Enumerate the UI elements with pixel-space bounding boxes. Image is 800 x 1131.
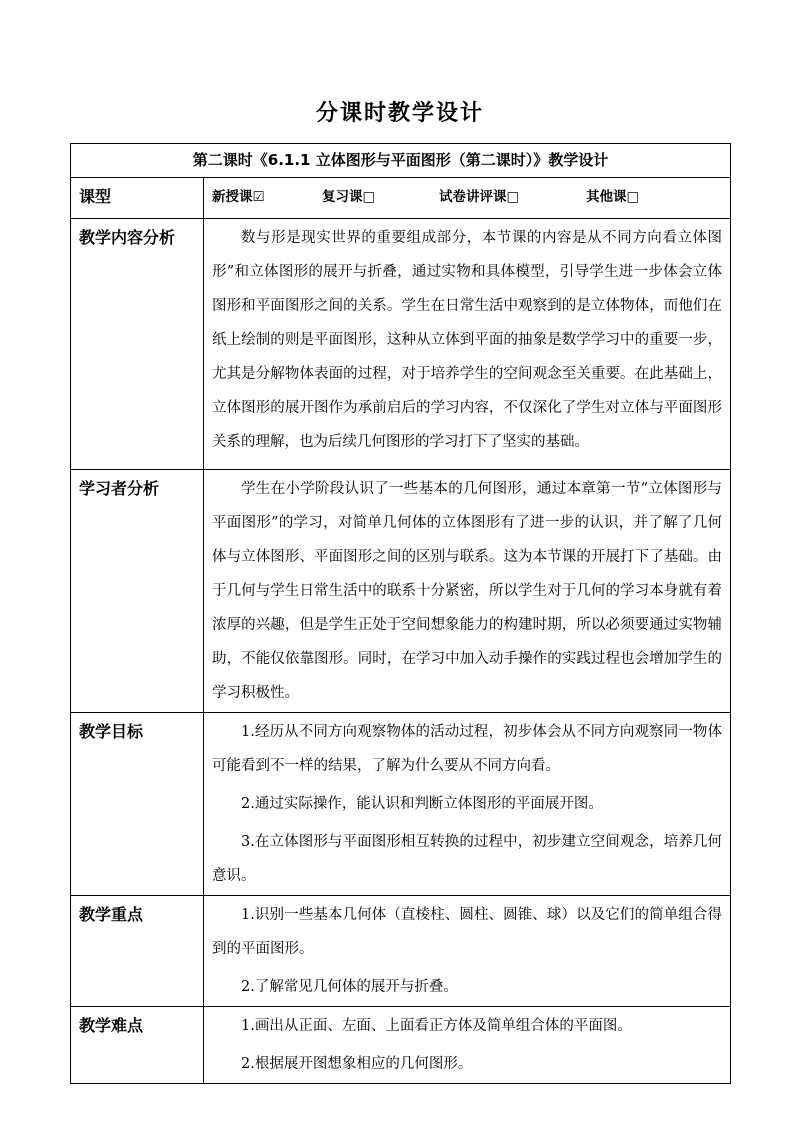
section-paragraph: 2.通过实际操作，能认识和判断立体图形的平面展开图。 bbox=[241, 796, 603, 812]
lesson-type-options bbox=[204, 178, 731, 219]
lesson-type-option-new: 新授课☑ bbox=[212, 189, 265, 205]
lesson-type-label: 课型 bbox=[71, 178, 204, 219]
section-body bbox=[204, 1007, 731, 1084]
section-paragraph: 2.根据展开图想象相应的几何图形。 bbox=[241, 1056, 473, 1072]
section-label: 教学难点 bbox=[71, 1007, 204, 1084]
lesson-type-option-review: 复习课□ bbox=[322, 189, 376, 205]
section-paragraph: 3.在立体图形与平面图形相互转换的过程中，初步建立空间观念，培养几何意识。 bbox=[212, 834, 722, 884]
section-row-teaching-goals bbox=[71, 713, 731, 896]
section-body bbox=[204, 470, 731, 713]
section-label: 教学内容分析 bbox=[71, 219, 204, 470]
section-row-difficult-points bbox=[71, 1007, 731, 1084]
section-body bbox=[204, 896, 731, 1007]
section-paragraph: 学生在小学阶段认识了一些基本的几何图形，通过本章第一节“立体图形与平面图形”的学习，对简单几何体的立体图形有了进一步的认识，并了解了几何体与立体图形、平面图形之间的区别与联系。这为本节课的开展打下了基础。由于几何与学生日常生活中的联系十分紧密，所以学生对于几何的学习本身就有着浓厚的兴趣，但是学生正处于空间想象能力的构建时期，所以必须要通过实物辅助，不能仅依靠图形。同时，在学习中加入动手操作的实践过程也会增加学生的学习积极性。 bbox=[212, 481, 722, 701]
section-row-key-points bbox=[71, 896, 731, 1007]
table-subtitle: 第二课时《6.1.1 立体图形与平面图形（第二课时）》教学设计 bbox=[71, 144, 731, 178]
lesson-type-option-exam-review: 试卷讲评课□ bbox=[439, 189, 520, 205]
section-paragraph: 1.画出从正面、左面、上面看正方体及简单组合体的平面图。 bbox=[241, 1018, 632, 1034]
section-paragraph: 1.经历从不同方向观察物体的活动过程，初步体会从不同方向观察同一物体可能看到不一样的结果，了解为什么要从不同方向看。 bbox=[212, 724, 722, 774]
lesson-design-table bbox=[70, 143, 731, 1084]
lesson-type-option-other: 其他课□ bbox=[586, 189, 640, 205]
section-paragraph: 2.了解常见几何体的展开与折叠。 bbox=[241, 979, 458, 995]
section-body bbox=[204, 713, 731, 896]
section-paragraph: 数与形是现实世界的重要组成部分，本节课的内容是从不同方向看立体图形”和立体图形的展开与折叠，通过实物和具体模型，引导学生进一步体会立体图形和平面图形之间的关系。学生在日常生活中观察到的是立体物体，而他们在纸上绘制的则是平面图形，这种从立体到平面的抽象是数学学习中的重要一步，尤其是分解物体表面的过程，对于培养学生的空间观念至关重要。在此基础上，立体图形的展开图作为承前启后的学习内容，不仅深化了学生对立体与平面图形关系的理解，也为后续几何图形的学习打下了坚实的基础。 bbox=[212, 230, 722, 450]
section-paragraph: 1.识别一些基本几何体（直棱柱、圆柱、圆锥、球）以及它们的简单组合得到的平面图形。 bbox=[212, 907, 722, 957]
page-title: 分课时教学设计 bbox=[315, 101, 484, 126]
lesson-type-row bbox=[71, 178, 731, 219]
section-label: 学习者分析 bbox=[71, 470, 204, 713]
section-row-content-analysis bbox=[71, 219, 731, 470]
section-body bbox=[204, 219, 731, 470]
section-label: 教学重点 bbox=[71, 896, 204, 1007]
section-row-learner-analysis bbox=[71, 470, 731, 713]
section-label: 教学目标 bbox=[71, 713, 204, 896]
